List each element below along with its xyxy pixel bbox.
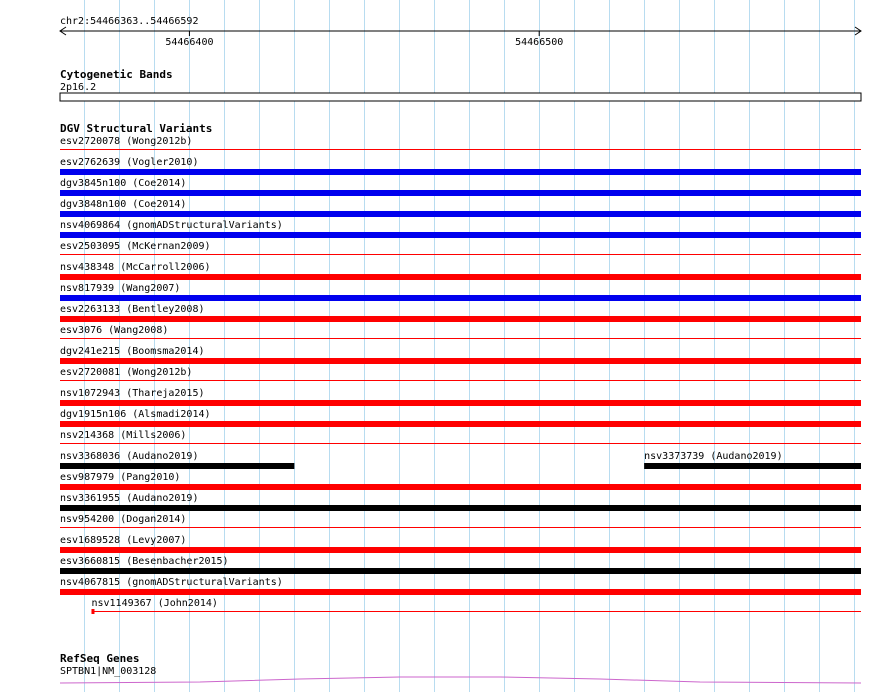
cytoband-track-title[interactable]: Cytogenetic Bands	[60, 68, 173, 81]
ruler-tick-label: 54466500	[515, 37, 564, 48]
cytoband-bar[interactable]	[60, 93, 861, 101]
dgv-feature-label[interactable]: nsv214368 (Mills2006)	[60, 430, 187, 441]
dgv-feature-label[interactable]: nsv438348 (McCarroll2006)	[60, 262, 211, 273]
dgv-feature-bar[interactable]	[60, 211, 861, 217]
dgv-feature-bar[interactable]	[60, 568, 861, 574]
dgv-feature-label[interactable]: esv2720081 (Wong2012b)	[60, 367, 193, 378]
ruler-region-label: chr2:54466363..54466592	[60, 16, 199, 27]
dgv-feature-bar[interactable]	[60, 547, 861, 553]
ruler-tick-label: 54466400	[165, 37, 214, 48]
dgv-feature-label[interactable]: esv2503095 (McKernan2009)	[60, 241, 211, 252]
dgv-feature-label[interactable]: nsv4069864 (gnomADStructuralVariants)	[60, 220, 283, 231]
refseq-track-title[interactable]: RefSeq Genes	[60, 652, 140, 665]
refseq-gene-label: SPTBN1|NM_003128	[60, 666, 157, 677]
cytoband-track	[60, 68, 861, 101]
dgv-feature-label[interactable]: nsv3373739 (Audano2019)	[644, 451, 783, 462]
cytoband-label: 2p16.2	[60, 82, 97, 93]
dgv-feature-bar[interactable]	[60, 232, 861, 238]
dgv-feature-bar[interactable]	[60, 190, 861, 196]
dgv-feature-label[interactable]: dgv1915n106 (Alsmadi2014)	[60, 409, 211, 420]
dgv-feature-bar[interactable]	[60, 295, 861, 301]
dgv-feature-bar[interactable]	[60, 505, 861, 511]
dgv-feature-label[interactable]: nsv817939 (Wang2007)	[60, 283, 181, 294]
dgv-feature-label[interactable]: nsv1072943 (Thareja2015)	[60, 388, 205, 399]
dgv-feature-label[interactable]: nsv4067815 (gnomADStructuralVariants)	[60, 577, 283, 588]
refseq-gene-intron-line[interactable]	[60, 677, 861, 683]
dgv-feature-label[interactable]: nsv3368036 (Audano2019)	[60, 451, 199, 462]
dgv-feature-bar[interactable]	[644, 463, 861, 469]
dgv-feature-label[interactable]: esv3660815 (Besenbacher2015)	[60, 556, 229, 567]
dgv-feature-label[interactable]: esv3076 (Wang2008)	[60, 325, 169, 336]
dgv-feature-label[interactable]: esv1689528 (Levy2007)	[60, 535, 187, 546]
dgv-feature-label[interactable]: dgv3848n100 (Coe2014)	[60, 199, 187, 210]
dgv-feature-label[interactable]: esv987979 (Pang2010)	[60, 472, 181, 483]
dgv-feature-label[interactable]: nsv1149367 (John2014)	[91, 598, 218, 609]
ruler-track	[60, 16, 861, 48]
dgv-feature-label[interactable]: esv2762639 (Vogler2010)	[60, 157, 199, 168]
dgv-feature-start-mark[interactable]	[91, 609, 94, 614]
dgv-features	[60, 136, 861, 614]
dgv-track	[60, 122, 861, 614]
dgv-feature-bar[interactable]	[60, 316, 861, 322]
refseq-track	[60, 652, 861, 683]
dgv-feature-bar[interactable]	[60, 484, 861, 490]
dgv-feature-bar[interactable]	[60, 589, 861, 595]
dgv-feature-label[interactable]: dgv3845n100 (Coe2014)	[60, 178, 187, 189]
dgv-feature-label[interactable]: nsv3361955 (Audano2019)	[60, 493, 199, 504]
dgv-feature-bar[interactable]	[60, 421, 861, 427]
dgv-feature-label[interactable]: nsv954200 (Dogan2014)	[60, 514, 187, 525]
dgv-feature-label[interactable]: esv2263133 (Bentley2008)	[60, 304, 205, 315]
dgv-track-title[interactable]: DGV Structural Variants	[60, 122, 213, 135]
dgv-feature-bar[interactable]	[60, 358, 861, 364]
dgv-feature-bar[interactable]	[60, 400, 861, 406]
dgv-feature-bar[interactable]	[60, 169, 861, 175]
dgv-feature-bar[interactable]	[60, 274, 861, 280]
dgv-feature-bar[interactable]	[60, 463, 294, 469]
dgv-feature-label[interactable]: dgv241e215 (Boomsma2014)	[60, 346, 205, 357]
dgv-feature-label[interactable]: esv2720078 (Wong2012b)	[60, 136, 193, 147]
